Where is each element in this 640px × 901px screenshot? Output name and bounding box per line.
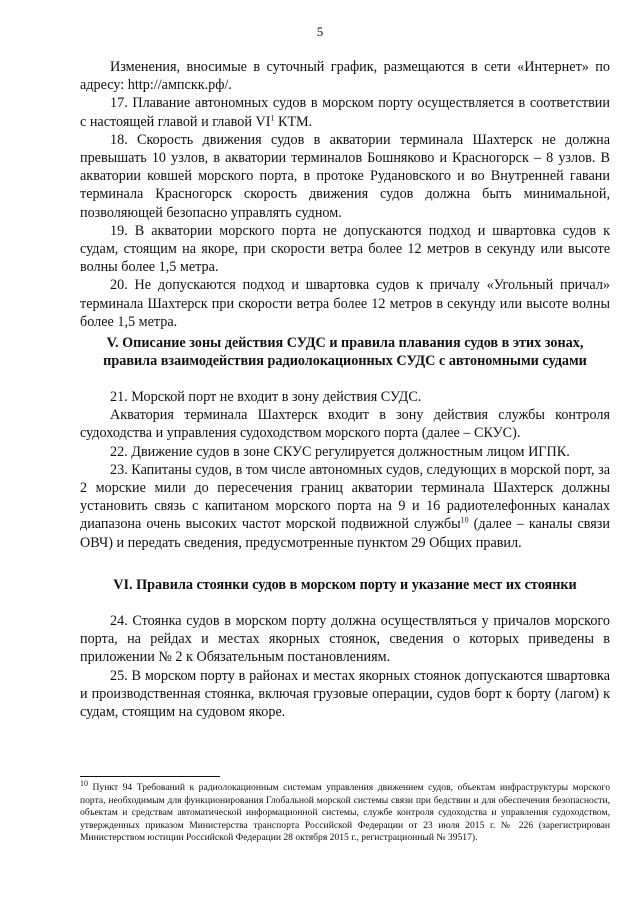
footnote-divider: [80, 776, 220, 777]
paragraph-17-superscript: 1: [270, 112, 275, 122]
paragraph-24: 24. Стоянка судов в морском порту должна осуществляться у причалов морского порта, на рейдах и местах якорных стоянок, сведения о которых приведены в приложении № 2 к Обязательным постановлениям.: [80, 613, 610, 666]
footnote-text: Пункт 94 Требований к радиолокационным системам управления движением судов, объектам инфраструктуры морского порта, необходимым для функционирования Глобальной морской системы связи при бедствии и для обеспечения безопасности, объектам и средствам автоматической информационной системы, службе контроля судоходства и управления судоходством, утвержденных приказом Министерства транспорта Российской Федерации от 23 июля 2015 г. № 226 (зарегистрирован Министерством юстиции Российской Федерации 28 октября 2015 г., регистрационный № 39517).: [80, 782, 610, 844]
paragraph-17: [80, 94, 610, 130]
paragraph-22: 22. Движение судов в зоне СКУС регулируется должностным лицом ИГПК.: [110, 443, 570, 460]
paragraph-17-text: 17. Плавание автономных судов в морском порту осуществляется в соответствии с настоящей главой и главой VI: [80, 95, 610, 130]
paragraph-schedule-changes: Изменения, вносимые в суточный график, размещаются в сети «Интернет» по адресу: http://ампскк.рф/.: [80, 59, 610, 94]
section-vi-heading: VI. Правила стоянки судов в морском порту и указание мест их стоянки: [113, 577, 577, 593]
paragraph-23: [80, 461, 610, 552]
paragraph-21-continuation: Акватория терминала Шахтерск входит в зону действия службы контроля судоходства и управления судоходством морского порта (далее – СКУС).: [80, 407, 610, 442]
paragraph-17-tail: КТМ.: [274, 113, 313, 130]
section-v-body: [80, 388, 610, 552]
paragraph-25: 25. В морском порту в районах и местах якорных стоянок допускаются швартовка и производственная стоянка, включая грузовые операции, судов борт к борту (лагом) к судам, стоящим на судовом якоре.: [80, 667, 610, 721]
page-number: 5: [316, 24, 324, 39]
paragraph-20: 20. Не допускаются подход и швартовка судов к причалу «Угольный причал» терминала Шахтерск при скорости ветра более 12 метров в секунду или высоте волны более 1,5 метра.: [80, 277, 610, 330]
section-vi-body: [80, 612, 610, 721]
footnote-reference: 10: [460, 515, 469, 525]
intro-section: [80, 58, 610, 331]
paragraph-21: 21. Морской порт не входит в зону действия СУДС.: [110, 389, 422, 405]
footnote-marker: 10: [80, 778, 88, 788]
section-v-heading: V. Описание зоны действия СУДС и правила плавания судов в этих зонах, правила взаимодействия радиолокационных СУДС с автономными судами: [103, 335, 587, 370]
paragraph-18: 18. Скорость движения судов в акватории терминала Шахтерск не должна превышать 10 узлов, в акватории терминалов Бошняково и Красногорск – 8 узлов. В акватории ковшей морского порта, в протоке Рудановского и во Внутренней гавани терминала Красногорск скорость движения судов должна быть минимальной, позволяющей безопасно управлять судном.: [80, 131, 610, 221]
paragraph-23-text: 23. Капитаны судов, в том числе автономных судов, следующих в морской порт, за 2 морские мили до пересечения границ акватории терминала Шахтерск должны установить связь с капитаном морского порта на 9 и 16 радиотелефонных каналах диапазона очень высоких частот морской подвижной службы: [80, 461, 610, 533]
paragraph-19: 19. В акватории морского порта не допускаются подход и швартовка судов к судам, стоящим на якоре, при скорости ветра более 12 метров в секунду или высоте волны более 1,5 метра.: [80, 222, 610, 276]
footnote-10: [80, 778, 610, 845]
paragraph-23-tail: (далее – каналы связи ОВЧ) и передать сведения, предусмотренные пунктом 29 Общих правил.: [80, 516, 610, 551]
